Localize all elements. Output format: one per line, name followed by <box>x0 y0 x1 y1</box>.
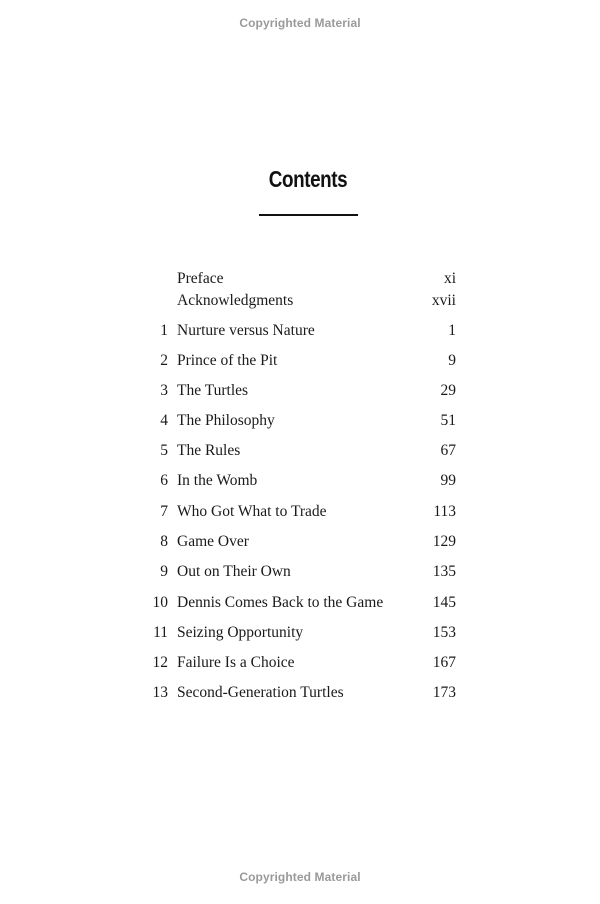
toc-chapter-title: Second-Generation Turtles <box>177 684 344 701</box>
toc-chapter-title: Failure Is a Choice <box>177 654 295 671</box>
toc-entry <box>0 268 600 290</box>
page-title: Contents <box>268 166 348 192</box>
toc-page-number: 113 <box>433 503 456 520</box>
toc-page-number: xi <box>443 270 456 287</box>
toc-page-number: 29 <box>440 382 456 399</box>
toc-page-number: 67 <box>440 442 456 459</box>
toc-chapter-title: Game Over <box>177 533 249 550</box>
toc-entry <box>0 652 600 674</box>
toc-entry <box>0 622 600 644</box>
toc-chapter-title: Prince of the Pit <box>177 352 278 369</box>
toc-chapter-number: 8 <box>160 533 168 550</box>
toc-entry <box>0 470 600 492</box>
toc-page-number: 1 <box>448 322 456 339</box>
toc-chapter-title: The Rules <box>177 442 241 459</box>
toc-chapter-number: 7 <box>160 503 168 520</box>
toc-chapter-title: Seizing Opportunity <box>177 624 304 641</box>
toc-chapter-number: 2 <box>160 352 168 369</box>
toc-page-number: 135 <box>432 563 456 580</box>
toc-page-number: 167 <box>432 654 456 671</box>
toc-page-number: 173 <box>432 684 456 701</box>
toc-entry <box>0 440 600 462</box>
toc-entry <box>0 410 600 432</box>
toc-chapter-number: 3 <box>160 382 168 399</box>
toc-chapter-number: 4 <box>160 412 168 429</box>
toc-chapter-title: In the Womb <box>177 472 258 489</box>
copyright-watermark-bottom: Copyrighted Material <box>239 870 361 884</box>
toc-chapter-title: The Philosophy <box>177 412 275 429</box>
toc-page-number: 129 <box>432 533 456 550</box>
toc-entry <box>0 682 600 704</box>
toc-chapter-number: 11 <box>153 624 168 641</box>
toc-entry <box>0 320 600 342</box>
toc-entry <box>0 290 600 312</box>
toc-chapter-number: 1 <box>160 322 168 339</box>
toc-chapter-title: Preface <box>177 270 224 287</box>
toc-page-number: 145 <box>432 594 456 611</box>
toc-chapter-number: 6 <box>160 472 168 489</box>
copyright-watermark-top: Copyrighted Material <box>239 16 361 30</box>
toc-chapter-title: Dennis Comes Back to the Game <box>177 594 384 611</box>
toc-chapter-title: The Turtles <box>177 382 249 399</box>
toc-entry <box>0 501 600 523</box>
toc-chapter-number: 9 <box>160 563 168 580</box>
toc-page-number: 99 <box>440 472 456 489</box>
toc-entry <box>0 350 600 372</box>
toc-chapter-title: Acknowledgments <box>177 292 294 309</box>
toc-chapter-title: Out on Their Own <box>177 563 291 580</box>
toc-chapter-number: 13 <box>152 684 168 701</box>
toc-chapter-number: 12 <box>152 654 168 671</box>
toc-chapter-number: 5 <box>160 442 168 459</box>
toc-page-number: xvii <box>431 292 456 309</box>
toc-page-number: 9 <box>448 352 456 369</box>
toc-page-number: 51 <box>440 412 456 429</box>
toc-entry <box>0 561 600 583</box>
toc-chapter-number: 10 <box>152 594 168 611</box>
toc-chapter-title: Who Got What to Trade <box>177 503 327 520</box>
toc-page-number: 153 <box>432 624 456 641</box>
toc-entry <box>0 531 600 553</box>
toc-entry <box>0 380 600 402</box>
toc-entry <box>0 592 600 614</box>
toc-chapter-title: Nurture versus Nature <box>177 322 315 339</box>
